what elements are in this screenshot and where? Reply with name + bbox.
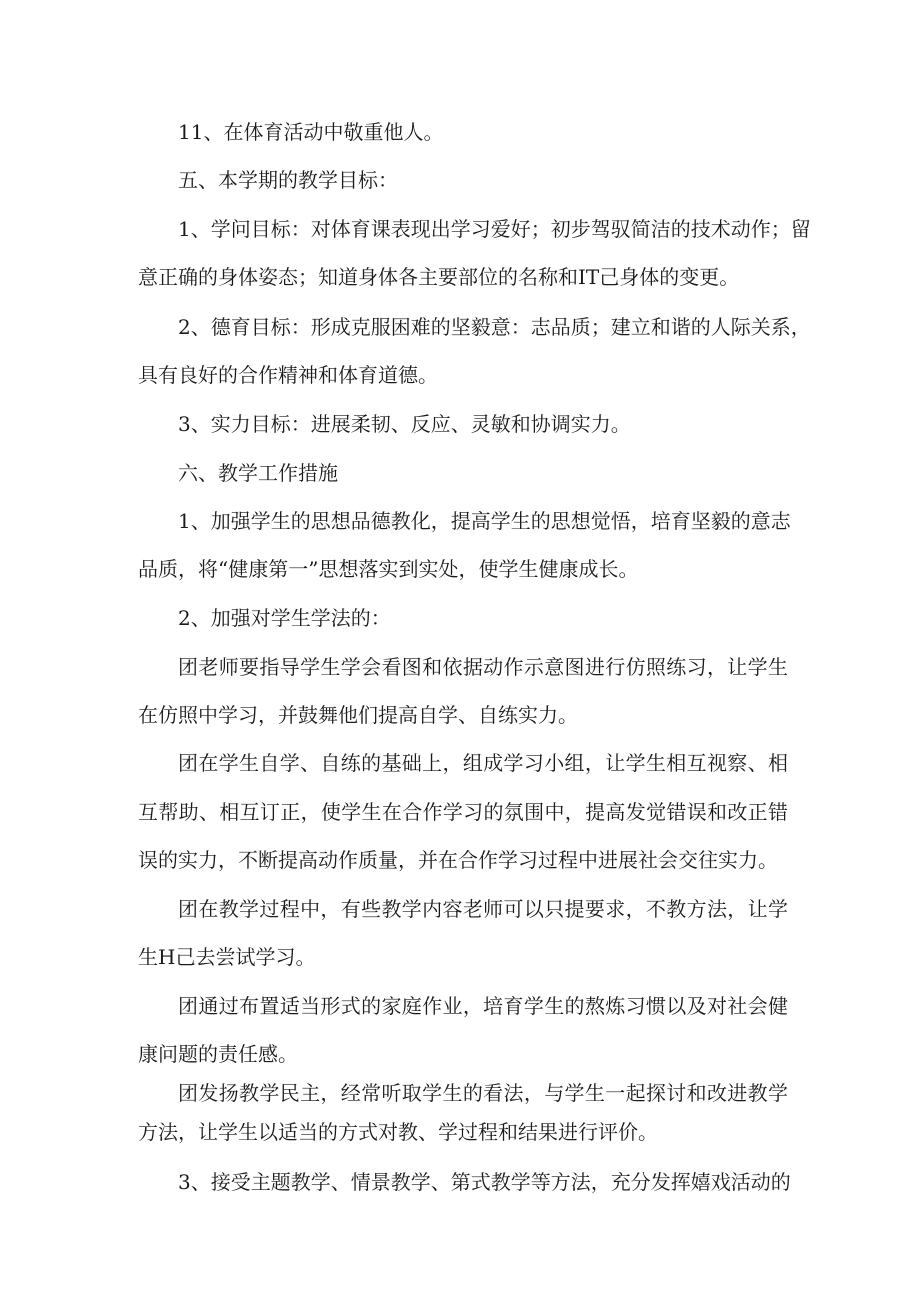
- bullet-5-line-1: 团发扬教学民主，经常听取学生的看法，与学生一起探讨和改进教学: [178, 1081, 788, 1105]
- goal-moral-line-2: 具有良好的合作精神和体育道德。: [138, 363, 438, 387]
- bullet-2-line-3: 误的实力，不断提高动作质量，并在合作学习过程中进展社会交往实力。: [138, 848, 778, 872]
- bullet-2-line-1: 团在学生自学、自练的基础上，组成学习小组，让学生相互视察、相: [178, 751, 788, 775]
- measure-3-line-1: 3、接受主题教学、情景教学、第式教学等方法，充分发挥嬉戏活动的: [178, 1170, 791, 1194]
- measure-1-line-2: 品质，将“健康第一”思想落实到实处，使学生健康成长。: [138, 557, 639, 581]
- section-six-heading: 六、教学工作措施: [178, 461, 338, 485]
- bullet-3-line-1: 团在教学过程中，有些教学内容老师可以只提要求，不教方法，让学: [178, 897, 788, 921]
- bullet-4-line-1: 团通过布置适当形式的家庭作业，培育学生的熬炼习惯以及对社会健: [178, 994, 788, 1018]
- goal-ability: 3、实力目标：进展柔韧、反应、灵敏和协调实力。: [178, 412, 631, 436]
- measure-2-heading: 2、加强对学生学法的：: [178, 606, 391, 630]
- section-five-heading: 五、本学期的教学目标：: [178, 168, 398, 192]
- bullet-2-line-2: 互帮助、相互订正，使学生在合作学习的氛围中，提高发觉错误和改正错: [138, 800, 788, 824]
- goal-moral-line-1: 2、德育目标：形成克服困难的坚毅意：志品质；建立和谐的人际关系，: [178, 315, 811, 339]
- bullet-5-line-2: 方法，让学生以适当的方式对教、学过程和结果进行评价。: [138, 1120, 658, 1144]
- bullet-4-line-2: 康问题的责任感。: [138, 1042, 298, 1066]
- goal-knowledge-line-2: 意正确的身体姿态；知道身体各主要部位的名称和IT己身体的变更。: [138, 265, 740, 289]
- bullet-3-line-2: 生H己去尝试学习。: [138, 945, 316, 969]
- bullet-1-line-1: 团老师要指导学生学会看图和依据动作示意图进行仿照练习，让学生: [178, 655, 788, 679]
- measure-1-line-1: 1、加强学生的思想品德教化，提高学生的思想觉悟，培育坚毅的意志: [178, 509, 791, 533]
- goal-knowledge-line-1: 1、学问目标：对体育课表现出学习爱好；初步驾驭简洁的技术动作；留: [178, 217, 811, 241]
- item-11-respect: 11、在体育活动中敬重他人。: [178, 120, 444, 144]
- bullet-1-line-2: 在仿照中学习，并鼓舞他们提高自学、自练实力。: [138, 703, 578, 727]
